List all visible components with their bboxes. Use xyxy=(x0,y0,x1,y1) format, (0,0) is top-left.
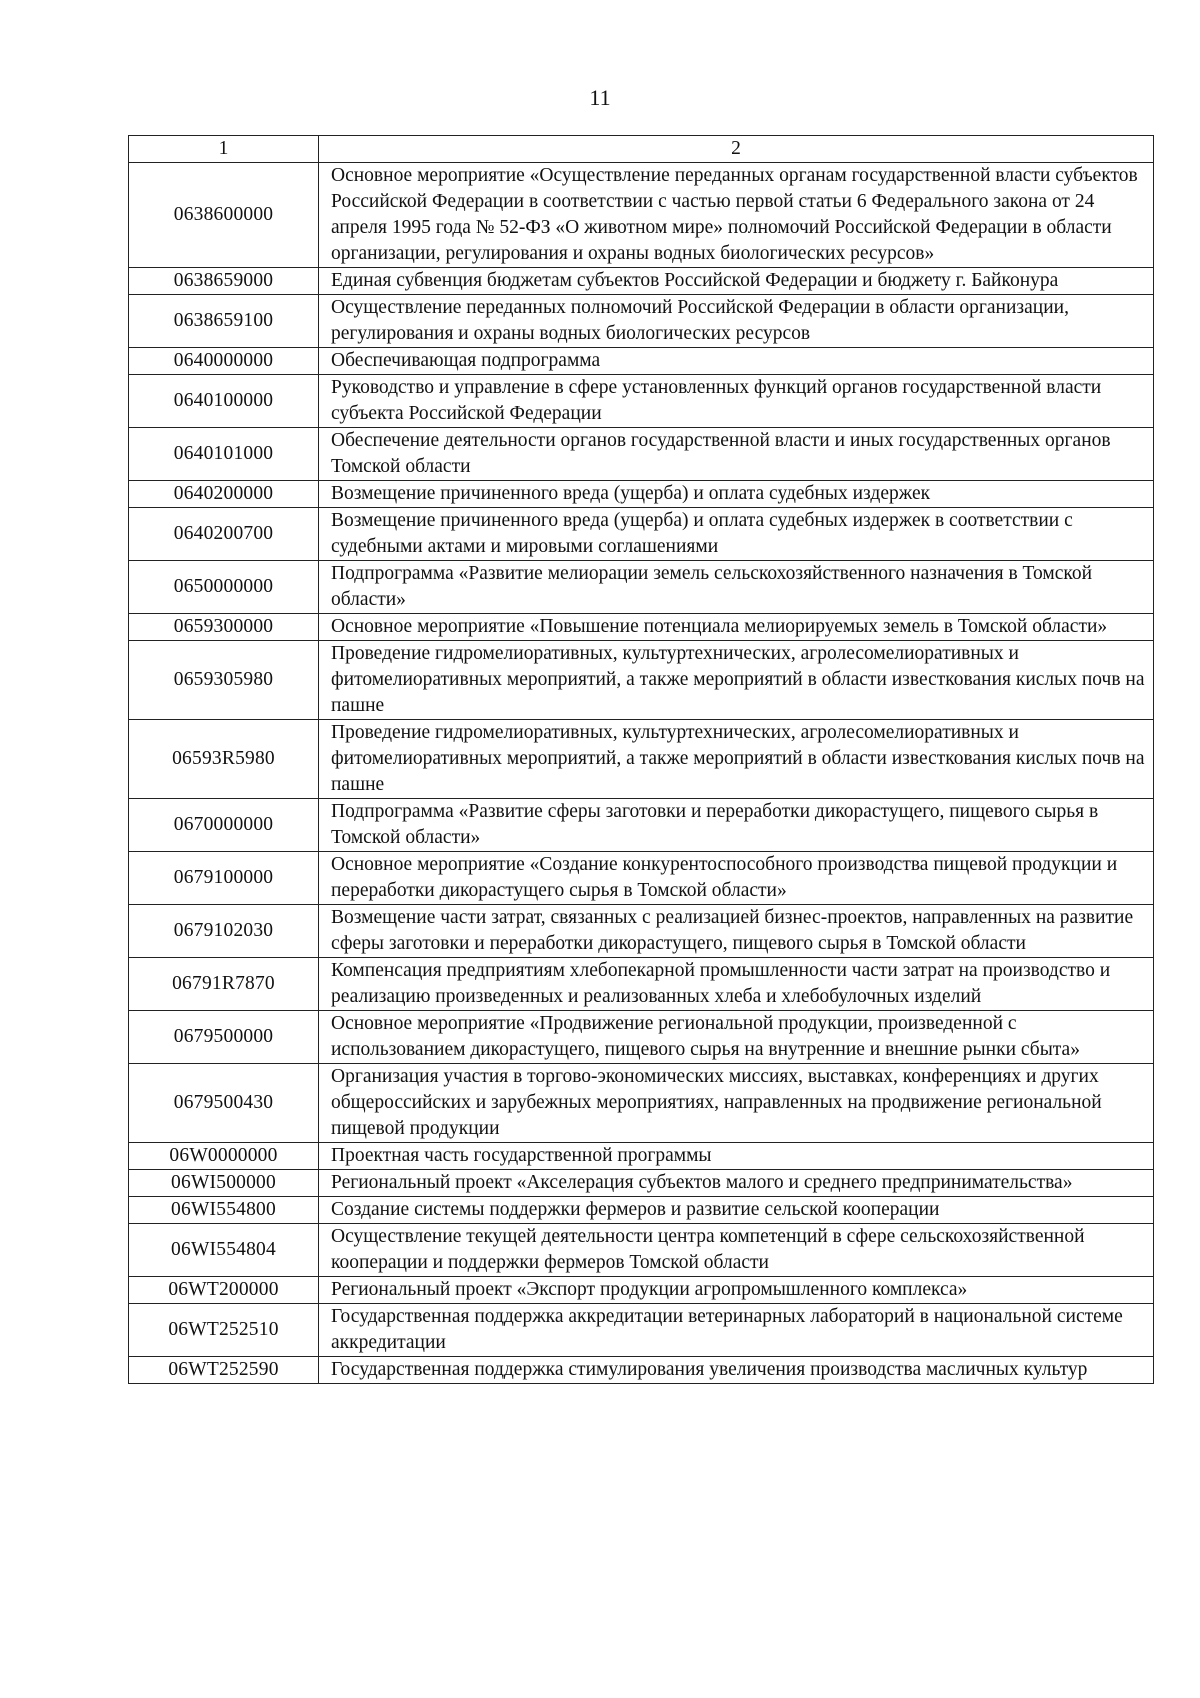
table-row xyxy=(129,1064,1154,1143)
row-description: Компенсация предприятиям хлебопекарной промышленности части затрат на производство и реализацию произведенных и реализованных хлеба и хлебобулочных изделий xyxy=(319,958,1154,1011)
row-code: 0638659000 xyxy=(129,268,319,295)
row-description: Государственная поддержка аккредитации ветеринарных лабораторий в национальной системе аккредитации xyxy=(319,1304,1154,1357)
table-row xyxy=(129,1304,1154,1357)
budget-classification-table xyxy=(128,135,1154,1384)
row-description: Проектная часть государственной программы xyxy=(319,1143,1154,1170)
row-code: 06593R5980 xyxy=(129,720,319,799)
row-code: 06WT252590 xyxy=(129,1357,319,1384)
row-description: Возмещение причиненного вреда (ущерба) и оплата судебных издержек в соответствии с судебными актами и мировыми соглашениями xyxy=(319,508,1154,561)
row-code: 0679100000 xyxy=(129,852,319,905)
row-description: Подпрограмма «Развитие мелиорации земель сельскохозяйственного назначения в Томской области» xyxy=(319,561,1154,614)
page-number: 11 xyxy=(589,85,611,110)
table-row xyxy=(129,268,1154,295)
row-description: Обеспечение деятельности органов государственной власти и иных государственных органов Томской области xyxy=(319,428,1154,481)
row-code: 0640000000 xyxy=(129,348,319,375)
table-row xyxy=(129,799,1154,852)
column-header-code: 1 xyxy=(129,136,319,163)
table-row xyxy=(129,1143,1154,1170)
table-row xyxy=(129,1170,1154,1197)
table-row xyxy=(129,905,1154,958)
table-row xyxy=(129,295,1154,348)
row-description: Проведение гидромелиоративных, культуртехнических, агролесомелиоративных и фитомелиоративных мероприятий, а также мероприятий в области известкования кислых почв на пашне xyxy=(319,641,1154,720)
row-description: Основное мероприятие «Повышение потенциала мелиорируемых земель в Томской области» xyxy=(319,614,1154,641)
row-code: 0640101000 xyxy=(129,428,319,481)
row-description: Руководство и управление в сфере установленных функций органов государственной власти субъекта Российской Федерации xyxy=(319,375,1154,428)
table-row xyxy=(129,348,1154,375)
column-header-description: 2 xyxy=(319,136,1154,163)
table-row xyxy=(129,375,1154,428)
row-code: 0638600000 xyxy=(129,163,319,268)
row-code: 0679102030 xyxy=(129,905,319,958)
table-row xyxy=(129,1277,1154,1304)
row-code: 0679500000 xyxy=(129,1011,319,1064)
table-row xyxy=(129,1011,1154,1064)
row-code: 0650000000 xyxy=(129,561,319,614)
row-code: 06791R7870 xyxy=(129,958,319,1011)
row-code: 06W0000000 xyxy=(129,1143,319,1170)
table-row xyxy=(129,852,1154,905)
table-row xyxy=(129,958,1154,1011)
row-description: Организация участия в торгово-экономических миссиях, выставках, конференциях и других общероссийских и зарубежных мероприятиях, направленных на продвижение региональной пищевой продукции xyxy=(319,1064,1154,1143)
row-description: Региональный проект «Акселерация субъектов малого и среднего предпринимательства» xyxy=(319,1170,1154,1197)
row-code: 0679500430 xyxy=(129,1064,319,1143)
row-code: 0640200000 xyxy=(129,481,319,508)
table-row xyxy=(129,1357,1154,1384)
table-row xyxy=(129,641,1154,720)
table-row xyxy=(129,1197,1154,1224)
row-code: 06WI500000 xyxy=(129,1170,319,1197)
row-code: 06WT200000 xyxy=(129,1277,319,1304)
row-code: 0659305980 xyxy=(129,641,319,720)
row-description: Региональный проект «Экспорт продукции агропромышленного комплекса» xyxy=(319,1277,1154,1304)
table-row xyxy=(129,428,1154,481)
row-description: Основное мероприятие «Осуществление переданных органам государственной власти субъектов Российской Федерации в соответствии с частью первой статьи 6 Федерального закона от 24 апреля 1995 года № 52-ФЗ «О животном мире» полномочий Российской Федерации в области организации, регулирования и охраны водных биологических ресурсов» xyxy=(319,163,1154,268)
row-description: Возмещение причиненного вреда (ущерба) и оплата судебных издержек xyxy=(319,481,1154,508)
table-row xyxy=(129,481,1154,508)
row-description: Основное мероприятие «Продвижение региональной продукции, произведенной с использованием дикорастущего, пищевого сырья на внутренние и внешние рынки сбыта» xyxy=(319,1011,1154,1064)
table-row xyxy=(129,720,1154,799)
row-code: 0638659100 xyxy=(129,295,319,348)
table-row xyxy=(129,614,1154,641)
row-code: 0640200700 xyxy=(129,508,319,561)
table-row xyxy=(129,508,1154,561)
table-row xyxy=(129,561,1154,614)
row-description: Единая субвенция бюджетам субъектов Российской Федерации и бюджету г. Байконура xyxy=(319,268,1154,295)
row-description: Осуществление текущей деятельности центра компетенций в сфере сельскохозяйственной кооперации и поддержки фермеров Томской области xyxy=(319,1224,1154,1277)
row-description: Подпрограмма «Развитие сферы заготовки и переработки дикорастущего, пищевого сырья в Томской области» xyxy=(319,799,1154,852)
row-description: Возмещение части затрат, связанных с реализацией бизнес-проектов, направленных на развитие сферы заготовки и переработки дикорастущего, пищевого сырья в Томской области xyxy=(319,905,1154,958)
row-code: 06WI554800 xyxy=(129,1197,319,1224)
row-code: 0670000000 xyxy=(129,799,319,852)
table-header-row xyxy=(129,136,1154,163)
row-code: 06WT252510 xyxy=(129,1304,319,1357)
row-code: 06WI554804 xyxy=(129,1224,319,1277)
row-description: Создание системы поддержки фермеров и развитие сельской кооперации xyxy=(319,1197,1154,1224)
table-row xyxy=(129,1224,1154,1277)
table-row xyxy=(129,163,1154,268)
row-description: Государственная поддержка стимулирования увеличения производства масличных культур xyxy=(319,1357,1154,1384)
row-description: Осуществление переданных полномочий Российской Федерации в области организации, регулирования и охраны водных биологических ресурсов xyxy=(319,295,1154,348)
table-body xyxy=(129,163,1154,1384)
row-description: Основное мероприятие «Создание конкурентоспособного производства пищевой продукции и переработки дикорастущего сырья в Томской области» xyxy=(319,852,1154,905)
row-description: Проведение гидромелиоративных, культуртехнических, агролесомелиоративных и фитомелиоративных мероприятий, а также мероприятий в области известкования кислых почв на пашне xyxy=(319,720,1154,799)
row-code: 0659300000 xyxy=(129,614,319,641)
row-description: Обеспечивающая подпрограмма xyxy=(319,348,1154,375)
row-code: 0640100000 xyxy=(129,375,319,428)
